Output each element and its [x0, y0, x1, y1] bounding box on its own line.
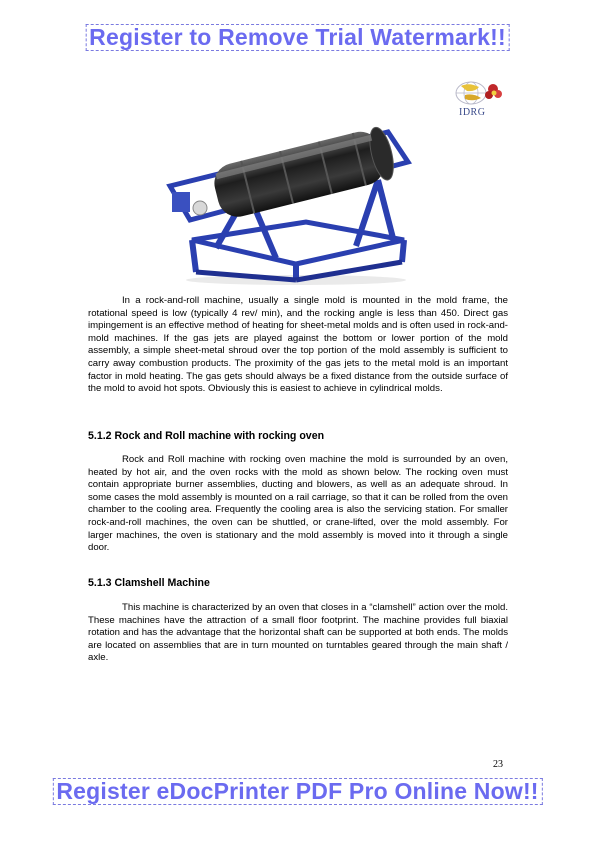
watermark-top: Register to Remove Trial Watermark!!	[85, 24, 510, 51]
paragraph-clamshell	[88, 602, 508, 665]
rock-and-roll-machine-photo	[156, 122, 420, 286]
heading-clamshell: 5.1.3 Clamshell Machine	[88, 577, 210, 589]
paragraph-rocking-oven	[88, 454, 508, 555]
paragraph-intro	[88, 295, 508, 396]
paragraph-rocking-oven-text: Rock and Roll machine with rocking oven machine the mold is surrounded by an oven, heated by hot air, and the oven rocks with the mold as shown below. The rocking oven must contain appropriate burner assemblies, ducting and blowers, as well as an adequate shroud. In some cases the mold assembly is mounted on a rail carriage, so that it can be rolled from the oven chamber to the cooling area. Frequently the cooling area is also the servicing station. For smaller rock-and-roll machines, the oven can be shuttled, or crane-lifted, over the mold assembly. For larger machines, the oven is stationary and the mold assembly is moved into it through a single door.	[88, 454, 508, 554]
paragraph-clamshell-text: This machine is characterized by an oven that closes in a “clamshell” action over the mold. These machines have the attraction of a small floor footprint. The machine provides full biaxial rotation and has the advantage that the horizontal shaft can be supported at both ends. The molds are located on assemblies that are in turn mounted on turntables geared through the main shaft / axle.	[88, 602, 508, 664]
heading-rocking-oven: 5.1.2 Rock and Roll machine with rocking oven	[88, 430, 325, 442]
logo-text: IDRG	[459, 107, 486, 118]
page-number: 23	[493, 759, 503, 770]
paragraph-intro-text: In a rock-and-roll machine, usually a single mold is mounted in the mold frame, the rotational speed is low (typically 4 rev/ min), and the rocking angle is less than 450. Direct gas impingement is an effective method of heating for sheet-metal molds and is often used in rock-and-mold machines. If the gas jets are played against the bottom or lower portion of the mold assembly, a simple sheet-metal shroud over the top portion of the mold assembly is sufficient to carry away combustion products. The proximity of the gas jets to the metal mold is an important factor in mold heating. The gas gets should always be a fixed distance from the outside surface of the mold to avoid hot spots. Obviously this is easiest to achieve in cylindrical molds.	[88, 295, 508, 395]
watermark-bottom: Register eDocPrinter PDF Pro Online Now!!	[52, 778, 542, 805]
